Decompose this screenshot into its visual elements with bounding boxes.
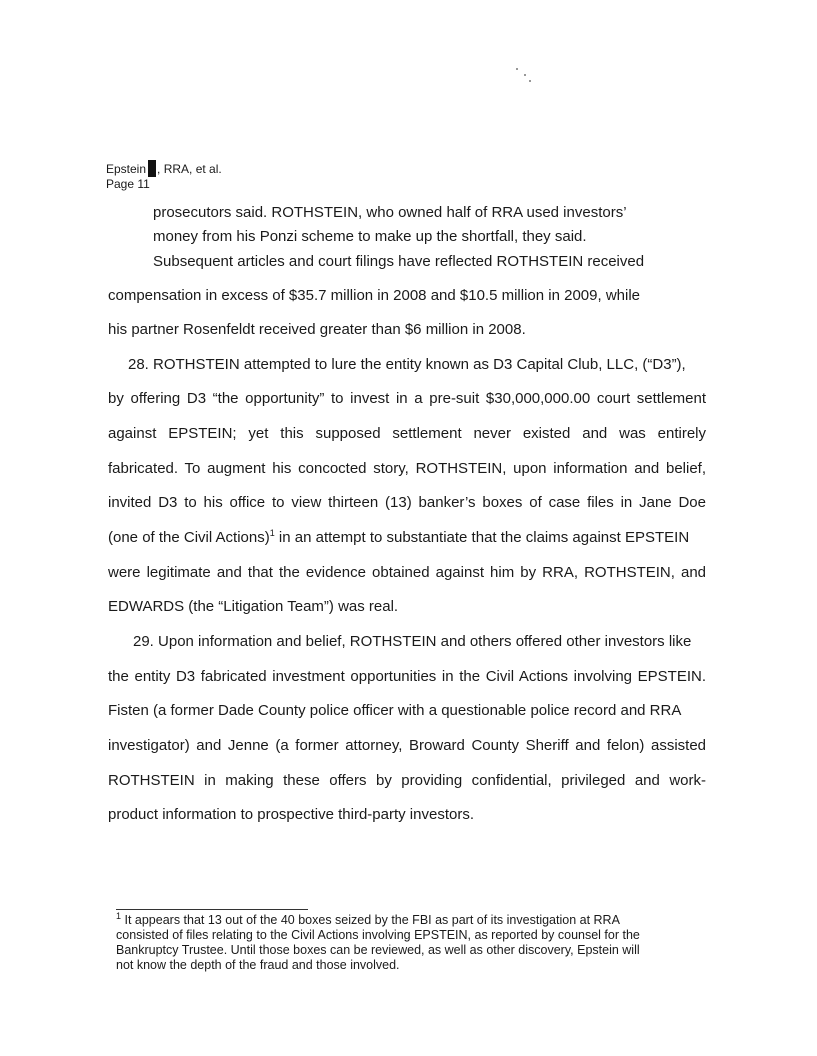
scan-speck [524, 74, 526, 76]
paragraph-28-line: against EPSTEIN; yet this supposed settlement never existed and was entirely [108, 425, 706, 442]
footnote-marker: 1 [116, 910, 122, 921]
paragraph-29-line: Fisten (a former Dade County police officer with a questionable police record and RRA [108, 702, 682, 719]
paragraph-28-line: by offering D3 “the opportunity” to invest in a pre-suit $30,000,000.00 court settlement [108, 390, 706, 407]
scan-speck [516, 68, 518, 70]
case-caption [106, 160, 222, 177]
footnote-text: It appears that 13 out of the 40 boxes seized by the FBI as part of its investigation at RRA [121, 913, 620, 927]
footnote-line: consisted of files relating to the Civil Actions involving EPSTEIN, as reported by counsel for the [116, 928, 640, 942]
paragraph-28-line: were legitimate and that the evidence obtained against him by RRA, ROTHSTEIN, and [108, 564, 706, 581]
paragraph-28-line: invited D3 to his office to view thirteen (13) banker’s boxes of case files in Jane Doe [108, 494, 706, 511]
paragraph-28-text: (one of the Civil Actions) [108, 529, 270, 546]
body-line: his partner Rosenfeldt received greater than $6 million in 2008. [108, 321, 526, 338]
body-line: compensation in excess of $35.7 million in 2008 and $10.5 million in 2009, while [108, 287, 640, 304]
body-line: prosecutors said. ROTHSTEIN, who owned half of RRA used investors’ [153, 204, 627, 221]
paragraph-29-line: ROTHSTEIN in making these offers by providing confidential, privileged and work- [108, 772, 706, 789]
paragraph-28-text: in an attempt to substantiate that the claims against EPSTEIN [274, 529, 690, 546]
footnote-line: Bankruptcy Trustee. Until those boxes can be reviewed, as well as other discovery, Epstein will [116, 943, 640, 957]
footnote-reference: 1 [269, 528, 275, 538]
paragraph-29-line: the entity D3 fabricated investment opportunities in the Civil Actions involving EPSTEIN. [108, 668, 706, 685]
page-number: Page 11 [106, 177, 150, 191]
paragraph-29-line: product information to prospective third-party investors. [108, 806, 474, 823]
paragraph-28-line: EDWARDS (the “Litigation Team”) was real. [108, 598, 399, 615]
page-header [106, 160, 222, 191]
paragraph-29-line: investigator) and Jenne (a former attorney, Broward County Sheriff and felon) assisted [108, 737, 706, 754]
paragraph-28-line: fabricated. To augment his concocted story, ROTHSTEIN, upon information and belief, [108, 460, 706, 477]
footnote-line: not know the depth of the fraud and those involved. [116, 958, 400, 972]
redaction-bar [148, 160, 156, 177]
footnote-line [116, 910, 620, 928]
footnote-divider [116, 909, 308, 910]
paragraph-28-line [108, 529, 689, 547]
caption-rest: , RRA, et al. [157, 162, 222, 176]
paragraph-29-line: 29. Upon information and belief, ROTHSTEIN and others offered other investors like [133, 633, 692, 650]
scan-speck [529, 80, 531, 82]
body-line: Subsequent articles and court filings have reflected ROTHSTEIN received [153, 253, 645, 270]
caption-name: Epstein [106, 162, 147, 176]
body-line: money from his Ponzi scheme to make up the shortfall, they said. [153, 228, 587, 245]
paragraph-28-line: 28. ROTHSTEIN attempted to lure the entity known as D3 Capital Club, LLC, (“D3”), [128, 356, 686, 373]
